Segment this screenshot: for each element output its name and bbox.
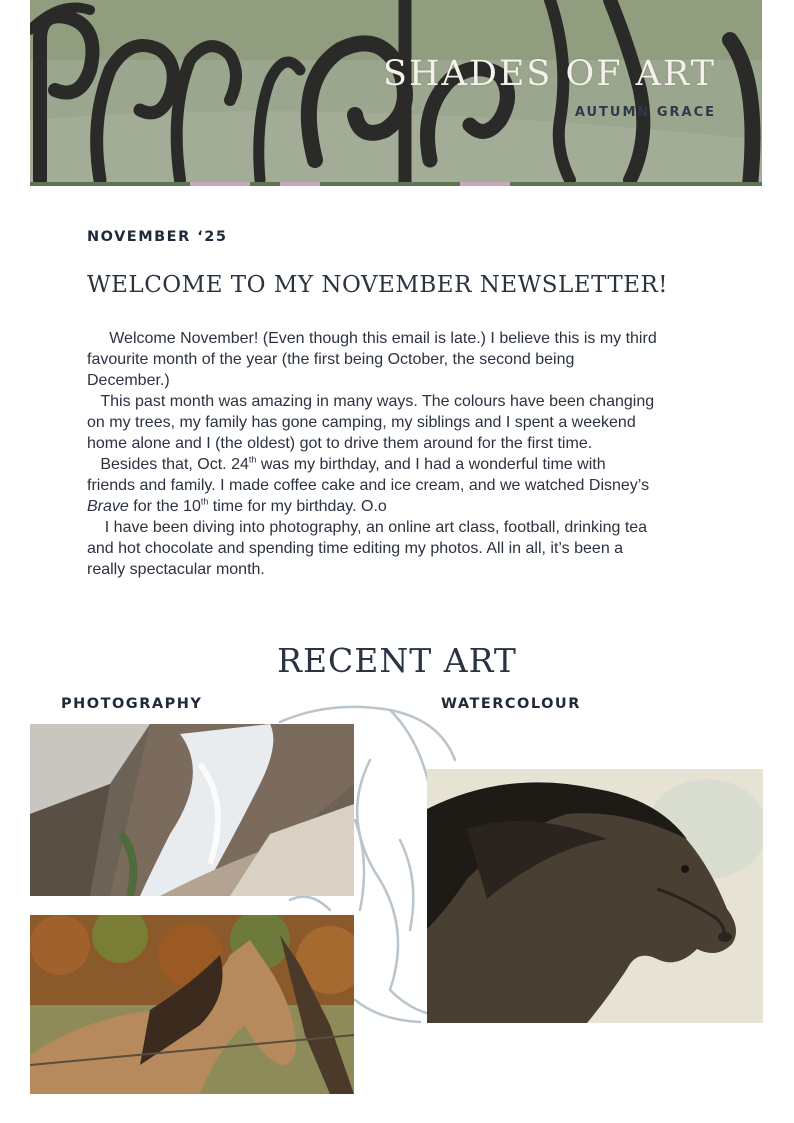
superscript: th: [200, 496, 209, 507]
newsletter-title: SHADES OF ART: [383, 54, 716, 94]
header-banner: [30, 0, 762, 186]
movie-title: Brave: [87, 498, 129, 515]
horse-watercolour-painting: [427, 769, 763, 1023]
letter-body: [87, 328, 657, 580]
paragraph-text: for the 10: [128, 498, 201, 515]
letter-paragraph-1: [87, 328, 657, 391]
letter-paragraph-2: [87, 391, 657, 454]
horse-photo: [30, 915, 354, 1094]
page-title: WELCOME TO MY NOVEMBER NEWSLETTER!: [87, 272, 669, 298]
paragraph-text: I have been diving into photography, an online art class, football, drinking tea and hot chocolate and spending time editing my photos. All in all, it’s been a really spectacular month.: [87, 519, 648, 578]
letter-paragraph-3: [87, 454, 657, 517]
newsletter-subtitle: AUTUMN GRACE: [574, 105, 716, 120]
recent-art-heading: RECENT ART: [277, 641, 517, 680]
paragraph-text: Welcome November! (Even though this email is late.) I believe this is my third favourite month of the year (the first being October, the second being December.): [87, 330, 657, 389]
paragraph-text: This past month was amazing in many ways. The colours have been changing on my trees, my family has gone camping, my siblings and I spent a weekend home alone and I (the oldest) got to drive them around for the first time.: [87, 393, 655, 452]
superscript: th: [248, 454, 257, 465]
paragraph-text: was my birthday, and I had a wonderful time with friends and family. I made coffee cake and ice cream, and we watched Disney’s: [87, 456, 650, 494]
paragraph-text: time for my birthday. O.o: [208, 498, 387, 515]
paragraph-text: Besides that, Oct. 24: [100, 456, 249, 473]
issue-date: NOVEMBER ‘25: [87, 229, 228, 245]
watercolour-label: WATERCOLOUR: [441, 696, 581, 712]
letter-paragraph-4: [87, 517, 657, 580]
waterfall-photo: [30, 724, 354, 896]
photography-label: PHOTOGRAPHY: [61, 696, 203, 712]
